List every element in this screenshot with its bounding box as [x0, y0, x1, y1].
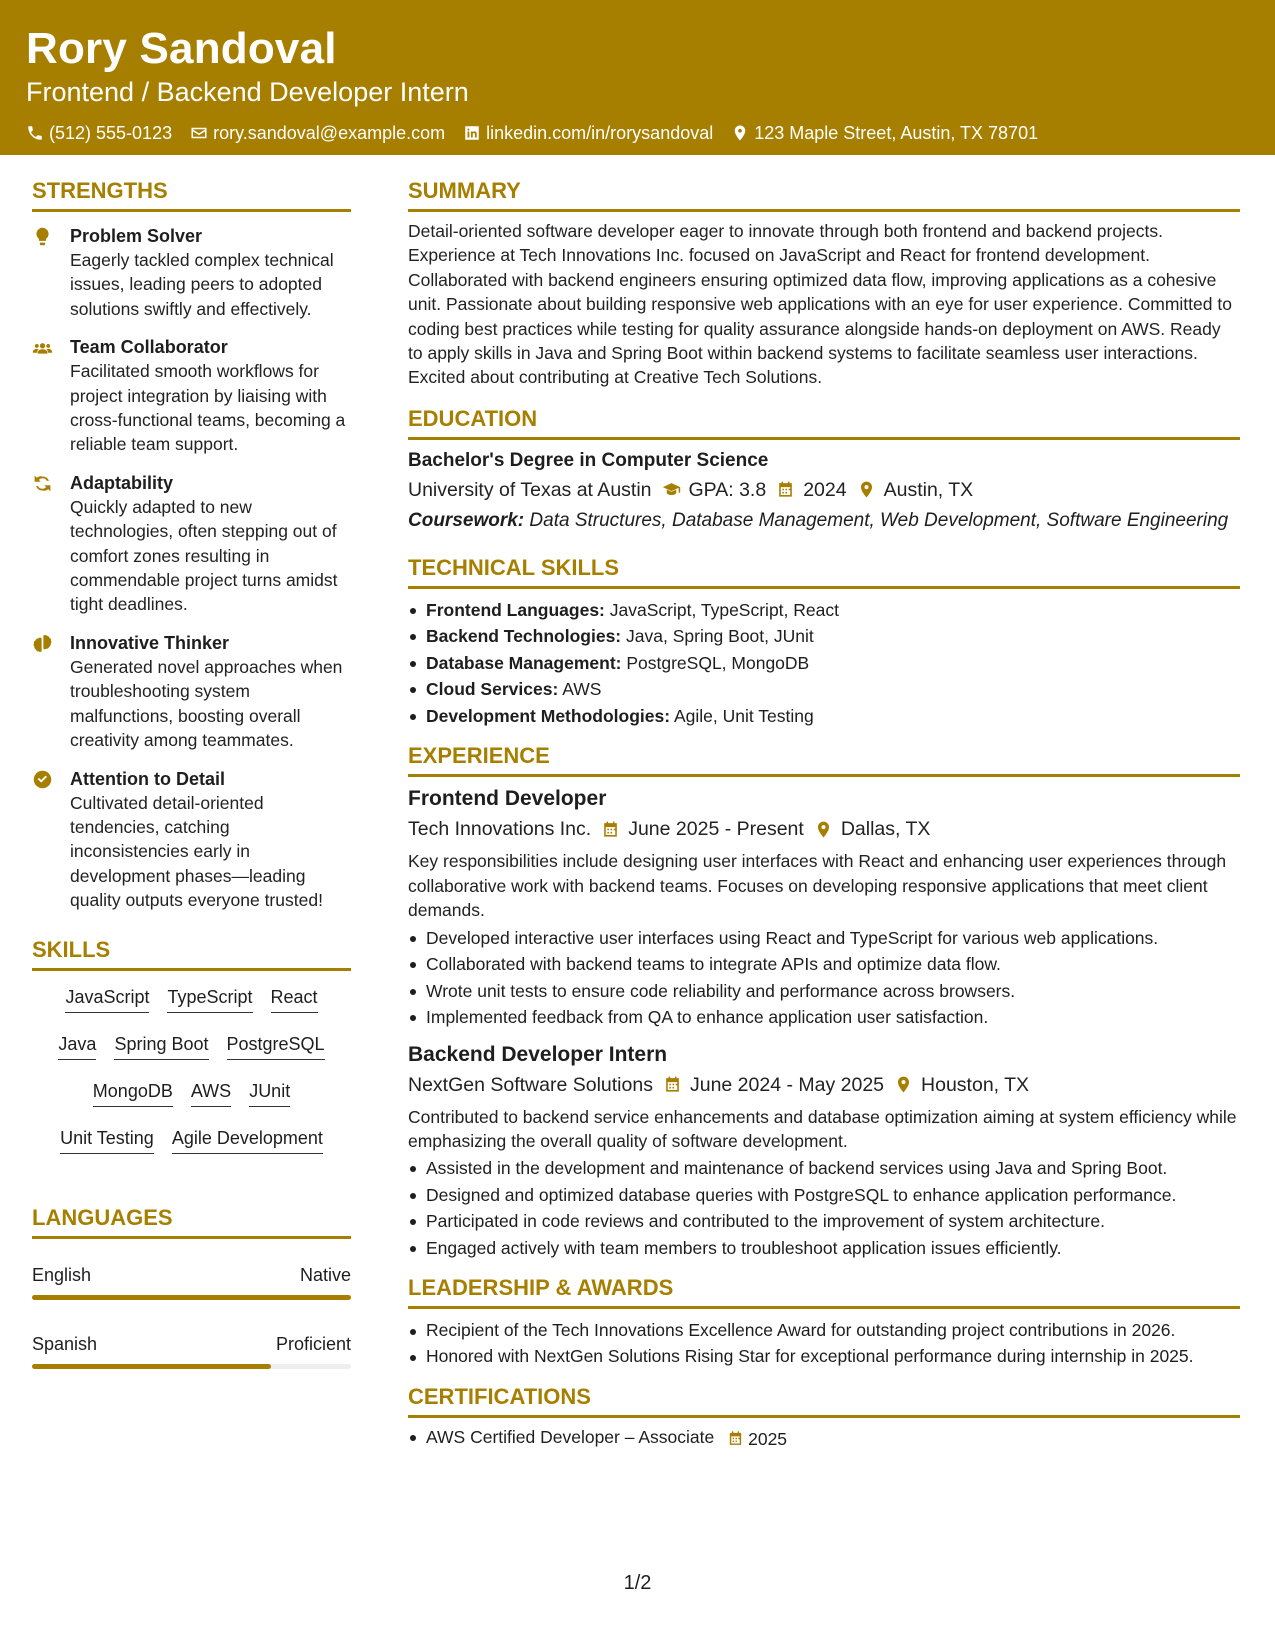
resume-header	[0, 0, 1275, 155]
job-description: Key responsibilities include designing user interfaces with React and enhancing user experiences through collaborative work with backend teams. Focuses on developing responsive applications that meet client demands.	[408, 851, 1227, 921]
job-dates: June 2025 - Present	[628, 818, 804, 841]
address-text: 123 Maple Street, Austin, TX 78701	[754, 123, 1039, 143]
list-item	[408, 650, 1240, 677]
language-item	[32, 1263, 351, 1300]
skill-tag: TypeScript	[167, 985, 252, 1013]
strength-item	[32, 767, 351, 913]
skill-tag: MongoDB	[93, 1079, 173, 1107]
list-item: Designed and optimized database queries with PostgreSQL to enhance application performance.	[408, 1182, 1240, 1209]
strength-name: Attention to Detail	[70, 768, 225, 789]
candidate-title: Frontend / Backend Developer Intern	[26, 77, 469, 107]
leadership-list	[408, 1318, 1240, 1368]
skill-value: AWS	[562, 679, 602, 700]
strength-name: Innovative Thinker	[70, 632, 230, 653]
skill-tag: React	[271, 985, 318, 1013]
education-meta	[408, 476, 1240, 504]
language-bar-fill	[32, 1364, 271, 1369]
strength-item	[32, 631, 351, 753]
map-pin-icon	[731, 124, 749, 142]
language-name: Spanish	[32, 1333, 98, 1354]
brain-icon	[32, 633, 53, 654]
users-icon	[32, 337, 53, 358]
language-level: Native	[299, 1264, 351, 1285]
skill-tag: Java	[58, 1032, 96, 1060]
certifications-title: CERTIFICATIONS	[408, 1382, 1240, 1418]
map-pin-icon	[894, 1075, 913, 1094]
certification-year: 2025	[748, 1428, 788, 1449]
job-company: Tech Innovations Inc.	[408, 818, 592, 841]
phone-text: (512) 555-0123	[49, 123, 173, 143]
calendar-icon	[776, 480, 795, 499]
calendar-icon	[663, 1075, 682, 1094]
skills-title: SKILLS	[32, 935, 351, 971]
skill-tag: AWS	[191, 1079, 231, 1107]
list-item	[408, 623, 1240, 650]
check-circle-icon	[32, 769, 53, 790]
job-location: Dallas, TX	[840, 818, 931, 841]
skill-value: Java, Spring Boot, JUnit	[626, 626, 814, 647]
language-name: English	[32, 1264, 92, 1285]
list-item: Honored with NextGen Solutions Rising Star for exceptional performance during internship in 2025.	[408, 1344, 1240, 1369]
strength-item	[32, 335, 351, 457]
map-pin-icon	[857, 480, 876, 499]
skill-value: PostgreSQL, MongoDB	[626, 652, 810, 673]
leadership-title: LEADERSHIP & AWARDS	[408, 1273, 1240, 1309]
email-text: rory.sandoval@example.com	[213, 123, 446, 143]
graduation-cap-icon	[662, 480, 681, 499]
certification-name: AWS Certified Developer – Associate	[426, 1427, 715, 1448]
skills-list	[32, 971, 351, 1173]
education-degree: Bachelor's Degree in Computer Science	[408, 449, 769, 471]
candidate-name: Rory Sandoval	[26, 24, 337, 73]
skill-value: JavaScript, TypeScript, React	[609, 599, 839, 620]
language-bar-fill	[32, 1295, 351, 1300]
strength-desc: Cultivated detail-oriented tendencies, catching inconsistencies early in development phases—leading quality outputs everyone trusted!	[70, 792, 323, 911]
job-meta	[408, 1071, 1240, 1099]
strength-item	[32, 224, 351, 321]
skill-tag: Agile Development	[172, 1126, 323, 1154]
skill-label: Backend Technologies:	[426, 626, 622, 647]
contact-phone[interactable]	[26, 121, 172, 145]
education-year: 2024	[803, 478, 847, 501]
sync-icon	[32, 473, 53, 494]
skill-tag: Spring Boot	[114, 1032, 208, 1060]
strength-desc: Generated novel approaches when troubleshooting system malfunctions, boosting overall creativity among teammates.	[70, 656, 343, 751]
list-item: Recipient of the Tech Innovations Excellence Award for outstanding project contributions in 2026.	[408, 1318, 1240, 1343]
experience-title: EXPERIENCE	[408, 741, 1240, 777]
strengths-title: STRENGTHS	[32, 176, 351, 212]
envelope-icon	[190, 124, 208, 142]
language-item	[32, 1332, 351, 1369]
contact-email[interactable]	[190, 121, 445, 145]
job-title: Backend Developer Intern	[408, 1042, 668, 1066]
coursework-text: Data Structures, Database Management, Web Development, Software Engineering	[529, 509, 1229, 531]
contact-row	[26, 121, 1249, 145]
right-column	[408, 176, 1240, 1452]
job-dates: June 2024 - May 2025	[689, 1073, 885, 1096]
list-item: Wrote unit tests to ensure code reliability and performance across browsers.	[408, 978, 1240, 1005]
skill-tag: Unit Testing	[60, 1126, 154, 1154]
education-title: EDUCATION	[408, 404, 1240, 440]
language-level: Proficient	[275, 1333, 351, 1354]
job-description: Contributed to backend service enhancements and database optimization aiming at system efficiency while emphasizing the overall quality of software development.	[408, 1106, 1237, 1151]
contact-address	[731, 121, 1038, 145]
certifications-list	[408, 1424, 1240, 1452]
list-item	[408, 1424, 1240, 1452]
job-entry	[408, 1041, 1240, 1262]
strength-item	[32, 471, 351, 617]
job-entry	[408, 785, 1240, 1030]
skill-value: Agile, Unit Testing	[673, 705, 814, 726]
list-item: Engaged actively with team members to troubleshoot application issues efficiently.	[408, 1235, 1240, 1262]
skill-tag: PostgreSQL	[227, 1032, 325, 1060]
coursework-label: Coursework:	[408, 509, 525, 531]
list-item: Implemented feedback from QA to enhance application user satisfaction.	[408, 1004, 1240, 1031]
skill-label: Database Management:	[426, 652, 622, 673]
strength-desc: Eagerly tackled complex technical issues, leading peers to adopted solutions swiftly and effectively.	[70, 250, 334, 319]
linkedin-text: linkedin.com/in/rorysandoval	[486, 123, 714, 143]
education-coursework	[408, 509, 1240, 533]
list-item	[408, 676, 1240, 703]
education-school: University of Texas at Austin	[408, 478, 652, 501]
job-meta	[408, 815, 1240, 843]
language-bar	[32, 1364, 351, 1369]
calendar-icon	[601, 820, 620, 839]
job-location: Houston, TX	[921, 1073, 1030, 1096]
page-number: 1/2	[623, 1572, 652, 1594]
summary-title: SUMMARY	[408, 176, 1240, 212]
skill-tag: JUnit	[249, 1079, 290, 1107]
phone-icon	[26, 124, 44, 142]
list-item: Developed interactive user interfaces using React and TypeScript for various web applications.	[408, 925, 1240, 952]
technical-skills-title: TECHNICAL SKILLS	[408, 553, 1240, 589]
job-title: Frontend Developer	[408, 787, 607, 811]
language-bar	[32, 1295, 351, 1300]
education-gpa: GPA: 3.8	[688, 478, 767, 501]
lightbulb-icon	[32, 226, 53, 247]
languages-title: LANGUAGES	[32, 1203, 351, 1239]
list-item: Assisted in the development and maintenance of backend services using Java and Spring Boot.	[408, 1155, 1240, 1182]
left-column	[32, 176, 351, 1369]
job-company: NextGen Software Solutions	[408, 1073, 653, 1096]
list-item	[408, 703, 1240, 730]
job-bullets	[408, 925, 1240, 1031]
list-item: Participated in code reviews and contributed to the improvement of system architecture.	[408, 1208, 1240, 1235]
map-pin-icon	[814, 820, 833, 839]
strength-desc: Facilitated smooth workflows for project integration by liaising with cross-functional teams, becoming a reliable team support.	[70, 361, 346, 455]
linkedin-icon	[463, 124, 481, 142]
skill-label: Frontend Languages:	[426, 599, 605, 620]
strength-name: Problem Solver	[70, 226, 203, 246]
education-location: Austin, TX	[883, 478, 974, 501]
strength-name: Adaptability	[70, 472, 174, 493]
skill-label: Development Methodologies:	[426, 705, 671, 726]
strength-name: Team Collaborator	[70, 337, 228, 358]
calendar-icon	[727, 1430, 744, 1447]
list-item	[408, 597, 1240, 624]
contact-linkedin[interactable]	[463, 121, 713, 145]
technical-skills-list	[408, 597, 1240, 730]
strength-desc: Quickly adapted to new technologies, often stepping out of comfort zones resulting in commendable project turns amidst tight deadlines.	[70, 496, 338, 615]
list-item: Collaborated with backend teams to integrate APIs and optimize data flow.	[408, 951, 1240, 978]
skill-label: Cloud Services:	[426, 679, 559, 700]
job-bullets	[408, 1155, 1240, 1261]
skill-tag: JavaScript	[65, 985, 149, 1013]
summary-text: Detail-oriented software developer eager to innovate through both frontend and backend projects. Experience at Tech Innovations Inc. focused on JavaScript and React for frontend development. Collaborated with backend engineers ensuring optimized data flow, improving applications as a cohesive unit. Passionate about building responsive web applications with an eye for user experience. Committed to coding best practices while testing for quality assurance alongside hands-on deployment on AWS. Ready to apply skills in Java and Spring Boot within backend systems to facilitate seamless user interactions. Excited about contributing at Creative Tech Solutions.	[408, 221, 1232, 388]
